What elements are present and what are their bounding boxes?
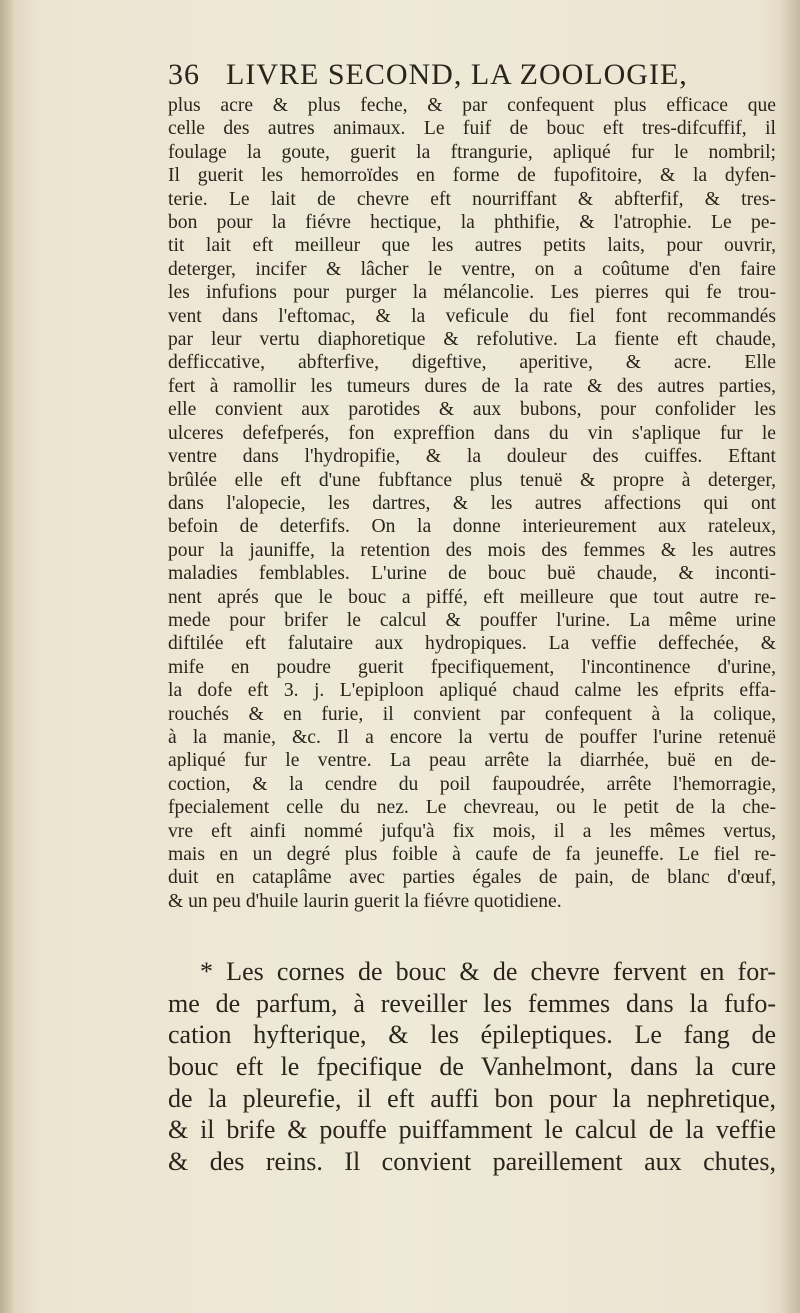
body-line: diftilée eft falutaire aux hydropiques. La veffie deffechée, & [168,633,776,655]
body-line: fert à ramollir les tumeurs dures de la rate & des autres parties, [168,375,776,397]
large-line: & des reins. Il convient pareillement aux chutes, [168,1147,776,1177]
page-gutter [0,0,14,1313]
body-line: celle des autres animaux. Le fuif de bouc eft tres-difcuffif, il [168,118,776,140]
body-line: à la manie, &c. Il a encore la vertu de pouffer l'urine retenuë [168,726,776,748]
body-line: befoin de deterfifs. On la donne interieurement aux rateleux, [168,516,776,538]
body-line: plus acre & plus feche, & par confequent plus efficace que [168,95,776,116]
body-line: ventre dans l'hydropifie, & la douleur des cuiffes. Eftant [168,446,776,468]
body-line: bon pour la fiévre hectique, la phthifie, & l'atrophie. Le pe- [168,212,776,234]
body-line: deterger, incifer & lâcher le ventre, on a coûtume d'en faire [168,258,776,280]
large-line: * Les cornes de bouc & de chevre fervent en for- [200,957,776,986]
body-line: apliqué fur le ventre. La peau arrête la diarrhée, buë en de- [168,750,776,772]
body-line: la dofe eft 3. j. L'epiploon apliqué chaud calme les efprits effa- [168,680,776,702]
body-text [168,94,776,913]
large-line: bouc eft le fpecifique de Vanhelmont, dans la cure [168,1052,776,1082]
running-title: LIVRE SECOND, LA ZOOLOGIE, [226,58,688,91]
large-print-section [168,956,776,1178]
body-line: mede pour brifer le calcul & pouffer l'urine. La même urine [168,609,776,631]
large-line: cation hyfterique, & les épileptiques. Le fang de [168,1020,776,1050]
body-line: fpecialement celle du nez. Le chevreau, ou le petit de la che- [168,797,776,819]
body-line: nent aprés que le bouc a piffé, eft meilleure que tout autre re- [168,586,776,608]
body-line: les infufions pour purger la mélancolie. Les pierres qui fe trou- [168,282,776,304]
body-line: dans l'alopecie, les dartres, & les autres affections qui ont [168,492,776,514]
body-line: foulage la goute, guerit la ftrangurie, apliqué fur le nombril; [168,141,776,163]
page-number: 36 [168,58,200,91]
body-line: vre eft ainfi nommé jufqu'à fix mois, il a les mêmes vertus, [168,820,776,842]
body-line: brûlée elle eft d'une fubftance plus tenuë & propre à deterger, [168,469,776,491]
body-line: & un peu d'huile laurin guerit la fiévre quotidiene. [168,890,562,912]
body-line: maladies femblables. L'urine de bouc buë chaude, & inconti- [168,563,776,585]
body-line: duit en cataplâme avec parties égales de pain, de blanc d'œuf, [168,867,776,889]
body-line: elle convient aux parotides & aux bubons, pour confolider les [168,399,776,421]
body-line: mife en poudre guerit fpecifiquement, l'incontinence d'urine, [168,656,776,678]
body-line: rouchés & en furie, il convient par confequent à la colique, [168,703,776,725]
body-line: terie. Le lait de chevre eft nourriffant & abfterfif, & tres- [168,188,776,210]
body-line: pour la jauniffe, la retention des mois des femmes & les autres [168,539,776,561]
large-line: me de parfum, à reveiller les femmes dans la fufo- [168,988,776,1018]
body-line: ulceres defefperés, fon expreffion dans du vin s'aplique fur le [168,422,776,444]
body-line: par leur vertu diaphoretique & refolutive. La fiente eft chaude, [168,329,776,351]
page-edge-shadow [780,0,800,1313]
large-line: de la pleurefie, il eft auffi bon pour la nephretique, [168,1083,776,1113]
body-line: tit lait eft meilleur que les autres petits laits, pour ouvrir, [168,235,776,257]
body-line: defficcative, abfterfive, digeftive, aperitive, & acre. Elle [168,352,776,374]
body-line: coction, & la cendre du poil faupoudrée, arrête l'hemorragie, [168,773,776,795]
running-header [168,58,728,98]
body-line: vent dans l'eftomac, & la veficule du fiel font recommandés [168,305,776,327]
large-line: & il brife & pouffe puiffamment le calcul de la veffie [168,1115,776,1145]
body-line: mais en un degré plus foible à caufe de fa jeuneffe. Le fiel re- [168,844,776,865]
body-line: Il guerit les hemorroïdes en forme de fupofitoire, & la dyfen- [168,165,776,187]
